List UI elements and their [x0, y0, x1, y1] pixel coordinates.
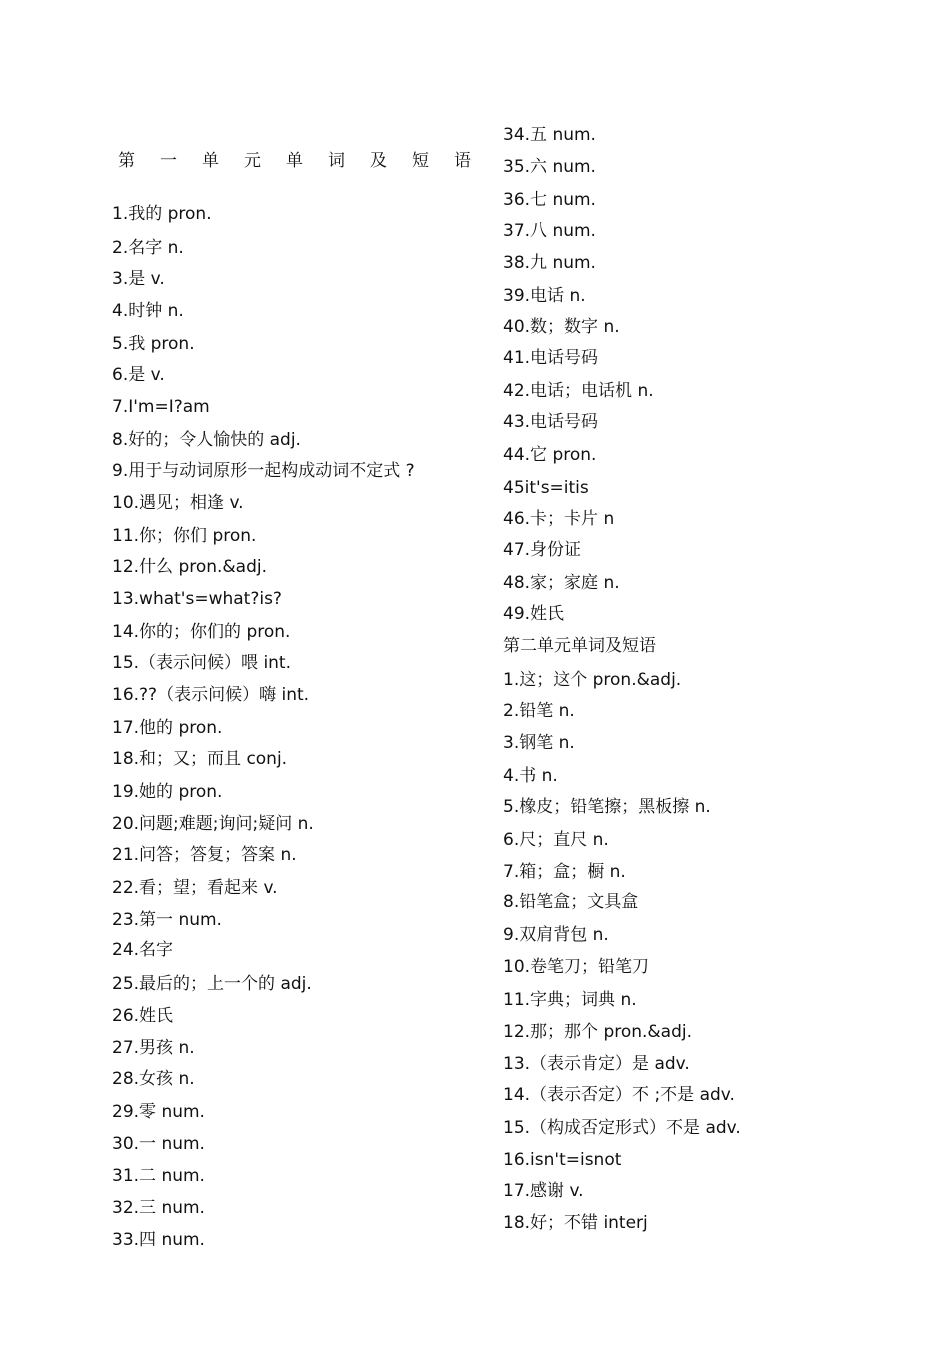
vocab-item: 29.零 num. — [112, 1102, 205, 1122]
vocab-item: 18.和；又；而且 conj. — [112, 749, 288, 769]
vocab-item: 17.感谢 v. — [503, 1181, 584, 1201]
vocab-item: 11.你；你们 pron. — [112, 526, 257, 546]
vocab-item: 12.什么 pron.&adj. — [112, 557, 268, 577]
vocab-item: 31.二 num. — [112, 1166, 205, 1186]
vocab-item: 19.她的 pron. — [112, 782, 223, 802]
vocab-item: 14.你的；你们的 pron. — [112, 622, 291, 642]
vocab-item: 22.看；望；看起来 v. — [112, 878, 278, 898]
vocab-item: 17.他的 pron. — [112, 718, 223, 738]
vocab-item: 37.八 num. — [503, 221, 596, 241]
vocab-item: 32.三 num. — [112, 1198, 205, 1218]
vocab-item: 13.（表示肯定）是 adv. — [503, 1054, 690, 1074]
vocab-item: 44.它 pron. — [503, 445, 597, 465]
vocab-item: 28.女孩 n. — [112, 1069, 195, 1089]
vocab-item: 10.卷笔刀；铅笔刀 — [503, 957, 650, 977]
vocab-item: 16.isn't=isnot — [503, 1150, 622, 1170]
vocab-item: 23.第一 num. — [112, 910, 222, 930]
vocab-item: 10.遇见；相逢 v. — [112, 493, 244, 513]
vocab-item: 5.我 pron. — [112, 334, 195, 354]
vocab-item: 13.what's=what?is? — [112, 589, 282, 609]
unit1-title: 第一单元单词及短语 — [118, 151, 496, 171]
vocab-item: 34.五 num. — [503, 125, 596, 145]
vocab-item: 38.九 num. — [503, 253, 596, 273]
vocab-item: 49.姓氏 — [503, 604, 565, 624]
vocab-item: 25.最后的；上一个的 adj. — [112, 974, 312, 994]
vocab-item: 40.数；数字 n. — [503, 317, 620, 337]
vocab-item: 35.六 num. — [503, 157, 596, 177]
vocab-item: 6.尺；直尺 n. — [503, 830, 609, 850]
vocab-item: 4.书 n. — [503, 766, 558, 786]
vocab-item: 33.四 num. — [112, 1230, 205, 1250]
vocab-item: 48.家；家庭 n. — [503, 573, 620, 593]
vocab-item: 36.七 num. — [503, 190, 596, 210]
vocab-item: 39.电话 n. — [503, 286, 586, 306]
vocab-item: 8.好的；令人愉快的 adj. — [112, 430, 301, 450]
vocab-item: 7.I'm=I?am — [112, 397, 210, 417]
vocab-item: 7.箱；盒；橱 n. — [503, 862, 626, 882]
vocab-item: 20.问题;难题;询问;疑问 n. — [112, 814, 314, 834]
vocab-item: 11.字典；词典 n. — [503, 990, 637, 1010]
vocab-item: 18.好；不错 interj — [503, 1213, 648, 1233]
vocab-item: 12.那；那个 pron.&adj. — [503, 1022, 693, 1042]
vocab-item: 2.铅笔 n. — [503, 701, 575, 721]
unit2-title: 第二单元单词及短语 — [503, 636, 656, 656]
vocab-item: 41.电话号码 — [503, 348, 599, 368]
vocab-item: 15.（表示问候）喂 int. — [112, 653, 292, 673]
vocab-item: 24.名字 — [112, 940, 174, 960]
vocab-item: 46.卡；卡片 n — [503, 509, 615, 529]
vocab-item: 42.电话；电话机 n. — [503, 381, 654, 401]
vocab-item: 1.我的 pron. — [112, 204, 212, 224]
vocab-item: 21.问答；答复；答案 n. — [112, 845, 297, 865]
vocab-item: 9.双肩背包 n. — [503, 925, 609, 945]
vocab-item: 43.电话号码 — [503, 412, 599, 432]
vocab-item: 8.铅笔盒；文具盒 — [503, 892, 639, 912]
vocab-item: 2.名字 n. — [112, 238, 184, 258]
vocab-item: 45it's=itis — [503, 478, 589, 498]
vocab-item: 26.姓氏 — [112, 1006, 174, 1026]
vocab-item: 16.??（表示问候）嗨 int. — [112, 685, 310, 705]
vocab-item: 6.是 v. — [112, 365, 165, 385]
vocab-item: 15.（构成否定形式）不是 adv. — [503, 1118, 741, 1138]
vocab-item: 4.时钟 n. — [112, 301, 184, 321]
vocab-item: 3.钢笔 n. — [503, 733, 575, 753]
vocab-item: 14.（表示否定）不 ;不是 adv. — [503, 1085, 735, 1105]
vocab-item: 47.身份证 — [503, 540, 582, 560]
vocab-item: 27.男孩 n. — [112, 1038, 195, 1058]
vocab-item: 5.橡皮；铅笔擦；黑板擦 n. — [503, 797, 711, 817]
vocab-item: 30.一 num. — [112, 1134, 205, 1154]
vocab-item: 1.这；这个 pron.&adj. — [503, 670, 682, 690]
vocab-item: 3.是 v. — [112, 269, 165, 289]
vocab-item: 9.用于与动词原形一起构成动词不定式 ? — [112, 461, 415, 481]
